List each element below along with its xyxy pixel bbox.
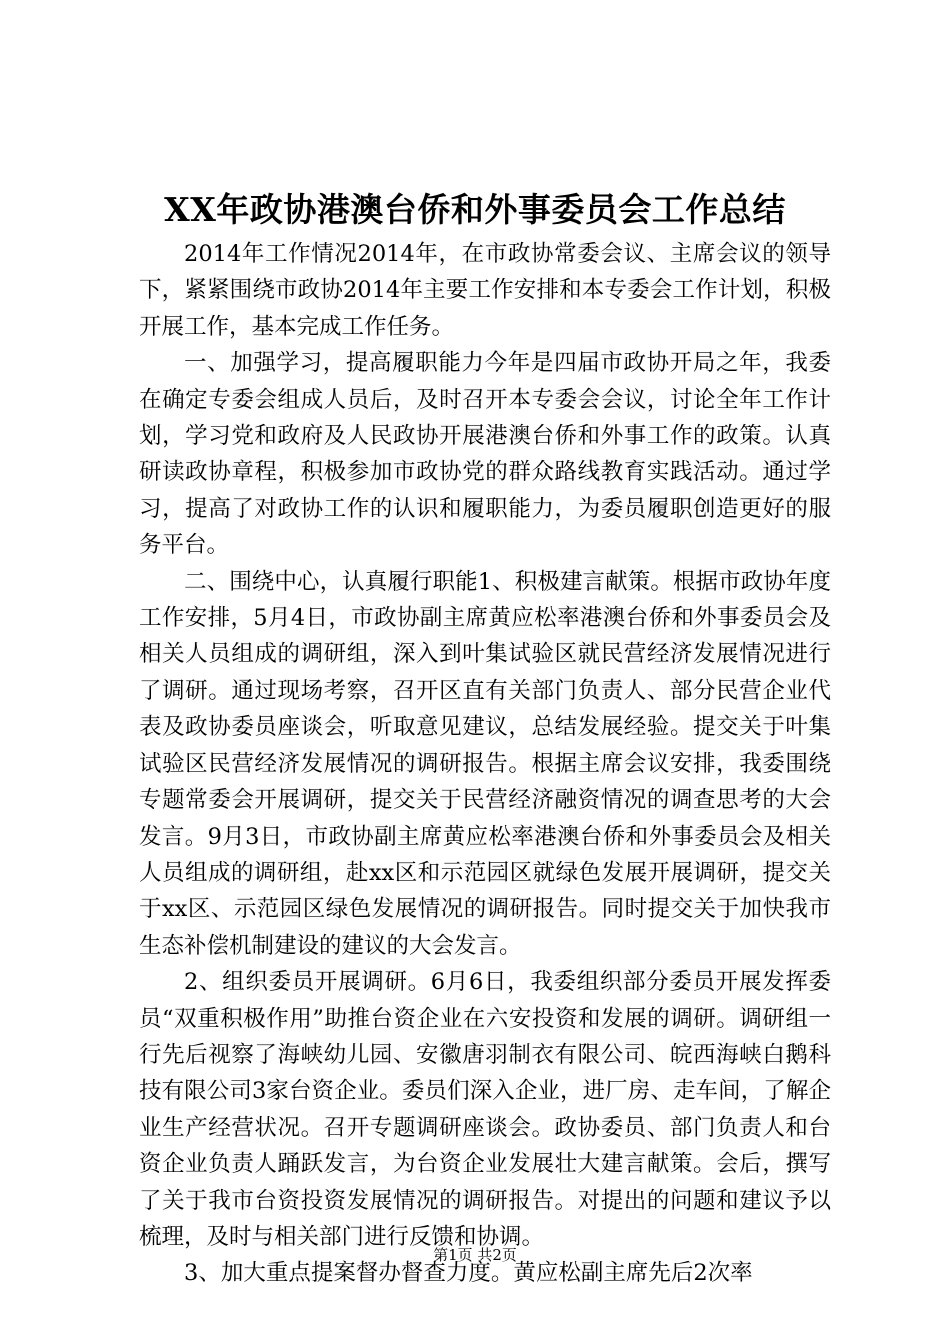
paragraph: 一、加强学习，提高履职能力今年是四届市政协开局之年，我委在确定专委会组成人员后，及时召开本专委会会议，讨论全年工作计划，学习党和政府及人民政协开展港澳台侨和外事工作的政策。认真研读政协章程，积极参加市政协党的群众路线教育实践活动。通过学习，提高了对政协工作的认识和履职能力，为委员履职创造更好的服务平台。 [139,350,831,559]
document-body [139,236,831,1292]
paragraph: 2、组织委员开展调研。6月6日，我委组织部分委员开展发挥委员“双重积极作用”助推台资企业在六安投资和发展的调研。调研组一行先后视察了海峡幼儿园、安徽唐羽制衣有限公司、皖西海峡白鹅科技有限公司3家台资企业。委员们深入企业，进厂房、走车间，了解企业生产经营状况。召开专题调研座谈会。政协委员、部门负责人和台资企业负责人踊跃发言，为台资企业发展壮大建言献策。会后，撰写了关于我市台资投资发展情况的调研报告。对提出的问题和建议予以梳理，及时与相关部门进行反馈和协调。 [139,969,831,1250]
paragraph: 3、加大重点提案督办督查力度。黄应松副主席先后2次率 [184,1260,753,1287]
paragraph: 2014年工作情况2014年，在市政协常委会议、主席会议的领导下，紧紧围绕市政协2014年主要工作安排和本专委会工作计划，积极开展工作，基本完成工作任务。 [139,241,831,340]
document-title: XX年政协港澳台侨和外事委员会工作总结 [164,190,786,229]
paragraph: 二、围绕中心，认真履行职能1、积极建言献策。根据市政协年度工作安排，5月4日，市政协副主席黄应松率港澳台侨和外事委员会及相关人员组成的调研组，深入到叶集试验区就民营经济发展情况进行了调研。通过现场考察，召开区直有关部门负责人、部分民营企业代表及政协委员座谈会，听取意见建议，总结发展经验。提交关于叶集试验区民营经济发展情况的调研报告。根据主席会议安排，我委围绕专题常委会开展调研，提交关于民营经济融资情况的调查思考的大会发言。9月3日，市政协副主席黄应松率港澳台侨和外事委员会及相关人员组成的调研组，赴xx区和示范园区就绿色发展开展调研，提交关于xx区、示范园区绿色发展情况的调研报告。同时提交关于加快我市生态补偿机制建设的建议的大会发言。 [139,568,831,959]
page-number-footer: 第1页 共2页 [433,1246,517,1264]
